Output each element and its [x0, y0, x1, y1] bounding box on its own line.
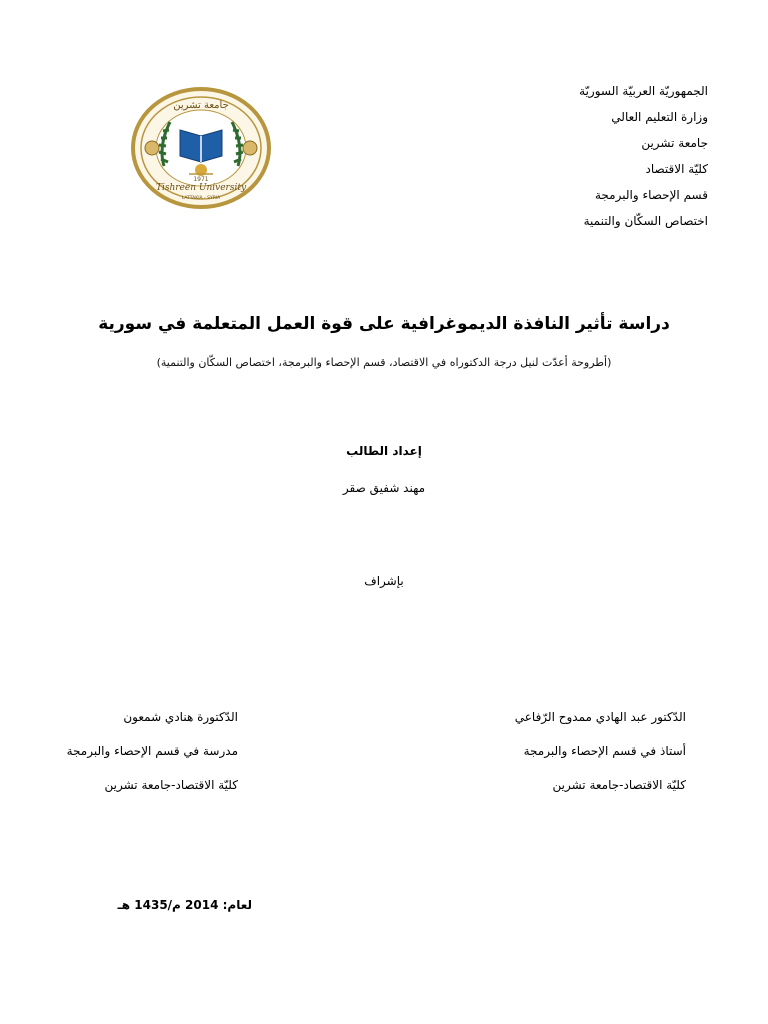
- header-line-faculty: كليّة الاقتصاد: [645, 162, 708, 176]
- header-line-ministry: وزارة التعليم العالي: [611, 110, 708, 124]
- supervisor-affiliation: كليّة الاقتصاد-جامعة تشرين: [104, 778, 238, 792]
- student-name: مهند شفيق صقر: [342, 481, 426, 495]
- seal-english-text: Tishreen University: [155, 183, 247, 193]
- supervisor-secondary: [38, 700, 238, 802]
- supervisor-position: أستاذ في قسم الإحصاء والبرمجة: [523, 744, 686, 758]
- seal-arabic-text: جامعة تشرين: [173, 100, 229, 111]
- seal-location-text: LATTAKIA - SYRIA: [181, 196, 221, 201]
- academic-year: لعام: 2014 م/1435 هـ: [117, 898, 252, 912]
- header-line-specialization: اختصاص السكّان والتنمية: [583, 214, 708, 228]
- university-seal-icon: [130, 86, 272, 210]
- prepared-by-label: إعداد الطالب: [346, 444, 422, 458]
- header-line-department: قسم الإحصاء والبرمجة: [595, 188, 708, 202]
- header-line-university: جامعة تشرين: [641, 136, 708, 150]
- supervisor-name: الدّكتورة هنادي شمعون: [123, 710, 238, 724]
- supervisor-affiliation: كليّة الاقتصاد-جامعة تشرين: [552, 778, 686, 792]
- thesis-subtitle: (أطروحة أعدّت لنيل درجة الدكتوراه في الاقتصاد، قسم الإحصاء والبرمجة، اختصاص السكّان والتنمية): [156, 356, 612, 369]
- institution-header: [428, 78, 708, 234]
- supervisor-position: مدرسة في قسم الإحصاء والبرمجة: [66, 744, 238, 758]
- supervisor-primary: [426, 700, 686, 802]
- thesis-title: دراسة تأثير النافذة الديموغرافية على قوة العمل المتعلمة في سورية: [98, 314, 670, 334]
- seal-year-text: 1971: [193, 176, 209, 183]
- supervision-label: بإشراف: [364, 574, 404, 588]
- header-line-country: الجمهوريّة العربيّة السوريّة: [579, 84, 708, 98]
- supervisor-name: الدّكتور عبد الهادي ممدوح الرّفاعي: [514, 710, 686, 724]
